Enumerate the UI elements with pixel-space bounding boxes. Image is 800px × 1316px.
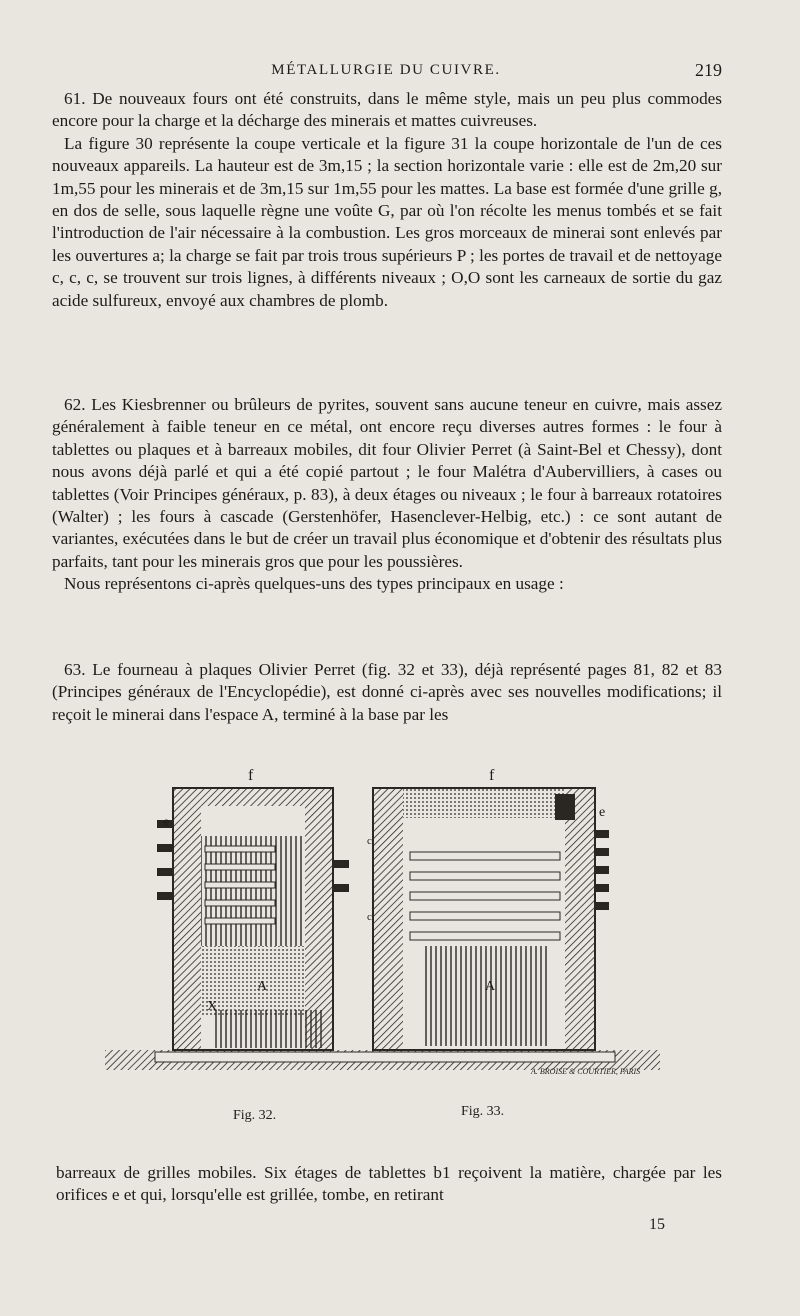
figure-caption-32: Fig. 32. [233,1108,277,1123]
paragraph-61: 61. De nouveaux fours ont été construits, dans le même style, mais un peu plus commodes encore pour la charge et la décharge des minerais et mattes cuivreuses. [52,89,722,131]
section-62 [52,394,722,596]
label-A-fig33: A [485,979,496,994]
label-c-lower: c [367,911,372,923]
paragraph-62-continued: Nous représentons ci-après quelques-uns des types principaux en usage : [64,574,564,594]
furnace-figure [105,760,660,1100]
paragraph-61-continued: La figure 30 représente la coupe verticale et la figure 31 la coupe horizontale de l'un de ces nouveaux appareils. La hauteur est de 3m,15 ; la section horizontale varie : elle est de 2m,20 sur 1m,55 pour les minerais et de 3m,15 sur 1m,55 pour les mattes. La base est formée d'une grille g, en dos de selle, sous laquelle règne une voûte G, par où l'on récolte les menus tombés et se fait l'introduction de l'air nécessaire à la combustion. Les gros morceaux de minerai sont enlevés par les ouvertures a; la charge se fait par trois trous supérieurs P ; les portes de travail et de nettoyage c, c, c, se trouvent sur trois lignes, à différents niveaux ; O,O sont les carneaux de sortie du gaz acide sulfureux, envoyé aux chambres de plomb. [52,133,722,310]
paragraph-63: 63. Le fourneau à plaques Olivier Perret (fig. 32 et 33), déjà représenté pages 81, 82 et 83 (Principes généraux de l'Encyclopédie), est donné ci-après avec ses nouvelles modifications; il reçoit le minerai dans l'espace A, terminé à la base par les [52,660,722,724]
label-c-upper: c [367,835,372,847]
section-63-continued [56,1162,722,1207]
page-header [50,60,722,84]
paragraph-after-figure: barreaux de grilles mobiles. Six étages de tablettes b1 reçoivent la matière, chargée par les orifices e et qui, lorsqu'elle est grillée, tombe, en retirant [56,1163,722,1205]
label-A-fig32: A [257,979,268,994]
label-f-fig32: f [248,767,254,784]
section-63 [52,659,722,726]
figure-caption-33: Fig. 33. [461,1104,505,1119]
section-61 [52,88,722,312]
signature-mark: 15 [649,1216,665,1233]
label-f-fig33: f [489,767,495,784]
label-e-fig33: e [599,805,606,820]
paragraph-62: 62. Les Kiesbrenner ou brûleurs de pyrites, souvent sans aucune teneur en cuivre, mais assez généralement à faible teneur en ce métal, ont encore reçu diverses autres formes : le four à tablettes ou plaques et à barreaux mobiles, dit four Olivier Perret (à Saint-Bel et Chessy), dont nous avons déjà parlé et qui a été copié partout ; le four Malétra d'Aubervilliers, à cases ou tablettes (Voir Principes généraux, p. 83), à deux étages ou niveaux ; le four à barreaux rotatoires (Walter) ; les fours à cascade (Gerstenhöfer, Hasenclever-Helbig, etc.) : ce sont autant de variantes, exécutées dans le but de créer un travail plus économique et d'obtenir des résultats plus parfaits, tant pour les minerais gros que pour les poussières. [52,395,722,571]
fig32-drawing [157,788,349,1050]
running-title: MÉTALLURGIE DU CUIVRE. [271,62,501,78]
engraver-credit: A. BROISE & COURTIER, PARIS [531,1067,641,1076]
fig33-drawing [373,788,609,1050]
label-X: X [207,999,218,1014]
label-e-fig32: e [163,815,170,830]
page-number: 219 [695,60,722,80]
